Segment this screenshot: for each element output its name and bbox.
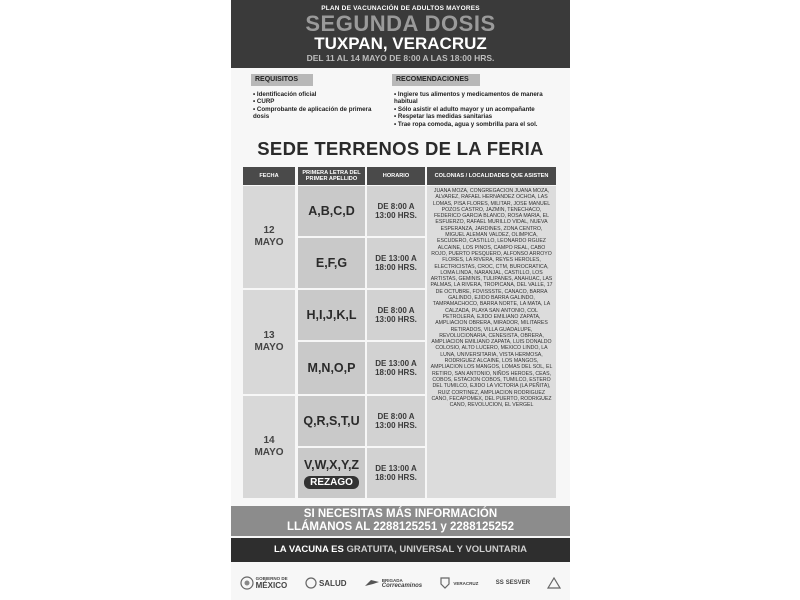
colonias-list: JUANA MOZA, CONGREGACION JUANA MOZA, ALVAREZ, RAFAEL HERNANDEZ OCHOA, LAS LOMAS, PISA FLORES, MILITAR, JOSE MANUEL POZOS CASTRO, JAZMIN, TENECHACO, FEDERICO GARCIA BLANCO, ROSA MARIA, EL ESFUERZO, RAFAEL MURILLO VIDAL, NUEVA ESPERANZA, JARDINES, ZONA CENTRO, MIGUEL ALEMAN VALDEZ, OLIMPICA, ESCUDERO, CASTILLO, LEONARDO RGUEZ ALCAINE, LOS PINOS, CAMPO REAL, CABO ROJO, PUERTO PESQUERO, ALFONSO ARROYO FLORES, LA RIVERA, REYES HEROLES, ELECTRICISTAS, CROC, CTM, BUROCRATICA, LOMA LINDA, NARANJAL, CASTILLO, LOS ARTISTAS, GEMINIS, TULIPANES, ANAHUAC, LAS PALMAS, LA RIVERA, TROPICANA, DEL VALLE, 17 DE OCTUBRE, FOVISSSTE, CANACO, BARRA GALINDO, EJIDO BARRA GALINDO, TAMPAMACHOCO, BARRA NORTE, LA MATA, LA CALZADA, PLAYA SAN ANTONIO, COL PETROLERA, EJIDO EMILIANO ZAPATA, AMPLIACION OBRERA, MIRADOR, MILITARES RETIRADOS, VILLA GUADALUPE, REVOLUCIONARIA, CENESISTA, OBRERA, AMPLIACION EMILIANO ZAPATA, LUIS DONALDO COLOSIO, ALTO LUCERO, MEXICO LINDO, LA LUNA, UNIVERSITARIA, VISTA HERMOSA, RODRIGUEZ ALCAINE, LOS MANGOS, AMPLIACION LOS MANGOS, LOMAS DEL SOL, EL RETIRO, SAN ANTONIO, NIÑOS HEROES, CEAS, COBOS, ESTACION COBOS, TUMILCO, ESTERO DEL TUMILCO, EJIDO LA VICTORIA (LA PEÑITA), RUIZ CORTINEZ, AMPLIACION RODRIGUEZ CANO, FECAPOMEX, DEL PUERTO, RODRIGUEZ CANO, REVOLUCION, EL VERGEL: [427, 186, 556, 498]
gobierno-mexico-logo: [240, 576, 288, 590]
veracruz-label: VERACRUZ: [453, 580, 479, 586]
logos-strip: [231, 566, 570, 600]
vaccination-poster: [231, 0, 570, 600]
header-dates: DEL 11 AL 14 MAYO DE 8:00 A LAS 18:00 HRS.: [306, 53, 495, 63]
letters-label: Q,R,S,T,U: [303, 414, 360, 428]
header-title: SEGUNDA DOSIS: [305, 11, 496, 36]
hour-label: DE 8:00 A 13:00 HRS.: [375, 306, 417, 324]
imss-logo: [547, 577, 561, 589]
hour-cell: [367, 448, 425, 498]
header-horario: HORARIO: [367, 167, 425, 185]
info-line-1: SI NECESITAS MÁS INFORMACIÓN: [303, 508, 498, 520]
info-banner: [231, 506, 570, 536]
gobierno-label: MÉXICO: [255, 581, 288, 590]
hour-cell: [367, 342, 425, 394]
roadrunner-icon: [364, 578, 380, 588]
recomendacion-item: • Sólo asistir el adulto mayor y un acompañante: [394, 106, 564, 113]
requisito-item: • CURP: [253, 98, 373, 105]
veracruz-logo: [439, 577, 478, 589]
recomendacion-item: • Trae ropa comoda, agua y sombrilla para el sol.: [394, 121, 564, 128]
hour-cell: [367, 290, 425, 340]
rezago-badge: REZAGO: [304, 476, 359, 489]
date-label: 13 MAYO: [254, 330, 284, 353]
vacuna-banner: [231, 538, 570, 562]
hour-cell: [367, 186, 425, 236]
recomendacion-item: • Respetar las medidas sanitarias: [394, 113, 564, 120]
letters-label: V,W,X,Y,Z: [303, 457, 360, 472]
letters-cell: [298, 186, 365, 236]
ss-label: SS: [495, 580, 504, 586]
letters-cell: [298, 290, 365, 340]
letters-cell: [298, 342, 365, 394]
letters-cell: [298, 238, 365, 288]
correcaminos-label: Correcaminos: [381, 582, 423, 589]
veracruz-shield-icon: [439, 577, 451, 589]
header-city: TUXPAN, VERACRUZ: [314, 34, 487, 53]
sede-title: SEDE TERRENOS DE LA FERIA: [257, 138, 544, 159]
recomendaciones-title: RECOMENDACIONES: [392, 74, 480, 86]
vacuna-rest: GRATUITA, UNIVERSAL Y VOLUNTARIA: [346, 544, 527, 555]
correcaminos-logo: [364, 578, 422, 589]
date-cell: [243, 290, 295, 394]
hour-cell: [367, 396, 425, 446]
hour-label: DE 8:00 A 13:00 HRS.: [375, 202, 417, 220]
header-letra: PRIMERA LETRA DEL PRIMER APELLIDO: [298, 167, 365, 185]
hour-label: DE 13:00 A 18:00 HRS.: [375, 254, 417, 272]
poster-header: [231, 0, 570, 68]
requisitos-list: [253, 91, 373, 121]
requisito-item: • Identificación oficial: [253, 91, 373, 98]
date-cell: [243, 186, 295, 288]
correcaminos-small: BRIGADA: [381, 577, 403, 583]
hour-label: DE 13:00 A 18:00 HRS.: [375, 359, 417, 377]
header-fecha: FECHA: [243, 167, 295, 185]
date-cell: [243, 396, 295, 498]
salud-label: SALUD: [318, 578, 347, 588]
letters-label: A,B,C,D: [308, 204, 355, 218]
letters-cell: [298, 396, 365, 446]
recomendaciones-list: [394, 91, 564, 128]
eagle-seal-icon: [240, 576, 254, 590]
imss-eagle-icon: [547, 577, 561, 589]
requisito-item: • Comprobante de aplicación de primera dosis: [253, 106, 373, 121]
sesver-label: SESVER: [505, 580, 531, 586]
header-colonias: COLONIAS / LOCALIDADES QUE ASISTEN: [427, 167, 556, 185]
letters-label: H,I,J,K,L: [306, 308, 357, 322]
header-supertitle: PLAN DE VACUNACIÓN DE ADULTOS MAYORES: [321, 5, 480, 12]
letters-cell: [298, 448, 365, 498]
info-line-2: LLÁMANOS AL 2288125251 y 2288125252: [287, 521, 514, 533]
requisitos-title: REQUISITOS: [251, 74, 313, 86]
hour-label: DE 13:00 A 18:00 HRS.: [375, 464, 417, 482]
letters-label: M,N,O,P: [307, 361, 356, 375]
sesver-logo: [496, 580, 530, 586]
hour-cell: [367, 238, 425, 288]
letters-label: E,F,G: [315, 256, 348, 270]
vacuna-lead: LA VACUNA ES: [273, 544, 344, 555]
gobierno-small: GOBIERNO DE: [255, 576, 288, 581]
hour-label: DE 8:00 A 13:00 HRS.: [375, 412, 417, 430]
recomendacion-item: • Ingiere tus alimentos y medicamentos de manera habitual: [394, 91, 564, 106]
salud-seal-icon: [305, 577, 317, 589]
date-label: 14 MAYO: [254, 435, 284, 458]
salud-logo: [305, 577, 347, 589]
date-label: 12 MAYO: [254, 225, 284, 248]
